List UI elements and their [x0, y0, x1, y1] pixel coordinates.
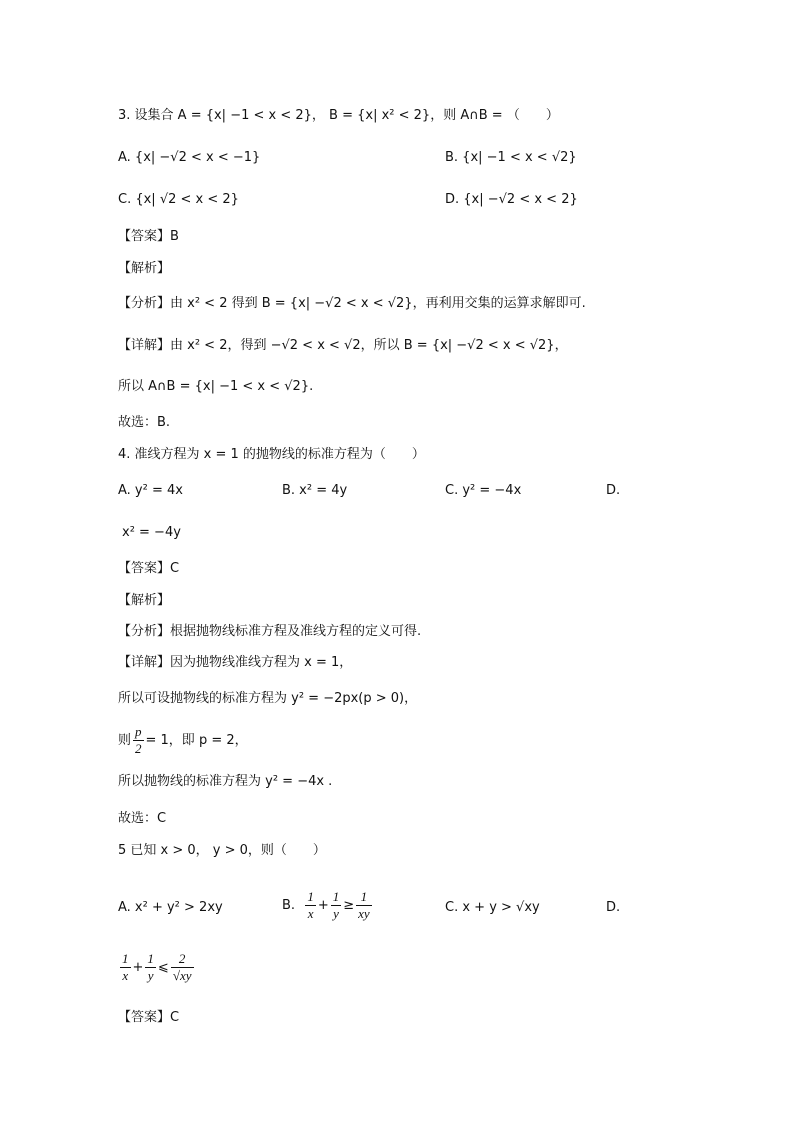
q4-step-2 — [118, 722, 248, 760]
q5-option-d-frac-2 — [145, 951, 156, 984]
q5-option-b-frac-2 — [331, 889, 342, 922]
q3-analysis: 【分析】由 x² < 2 得到 B = {x| −√2 < x < √2}，再利用交集的运算求解即可. — [118, 296, 586, 311]
q3-option-c: C. {x| √2 < x < 2} — [118, 192, 239, 207]
q3-option-b: B. {x| −1 < x < √2} — [445, 150, 577, 165]
q4-step-2-denominator: 2 — [135, 741, 142, 756]
q5-option-b: B. $\frac{1}{x}$ + $\frac{1}{y}$ ≥ $\frac{1}{xy}$ — [282, 889, 370, 921]
q3-result: 所以 A∩B = {x| −1 < x < √2}. — [118, 379, 314, 394]
q5-option-b-frac-3 — [356, 889, 372, 922]
q4-option-b: B. x² = 4y — [282, 483, 348, 498]
q3-option-a: A. {x| −√2 < x < −1} — [118, 150, 261, 165]
denominator: y — [333, 906, 339, 921]
q5-stem: 5 已知 x > 0， y > 0，则（ ） — [118, 843, 326, 858]
q3-detail: 【详解】由 x² < 2，得到 −√2 < x < √2，所以 B = {x| −√2 < x < √2}， — [118, 338, 568, 353]
denominator: y — [147, 968, 154, 983]
denominator: √xy — [172, 968, 192, 983]
q5-option-d-operator: ⩽ — [157, 960, 169, 975]
q4-step-3: 所以抛物线的标准方程为 y² = −4x . — [118, 774, 333, 789]
q4-option-a: A. y² = 4x — [118, 483, 183, 498]
q4-analysis: 【分析】根据抛物线标准方程及准线方程的定义可得. — [118, 624, 422, 639]
q3-analysis-header: 【解析】 — [118, 261, 171, 276]
numerator: 2 — [171, 951, 194, 968]
q4-analysis-header: 【解析】 — [118, 593, 171, 608]
numerator: 1 — [332, 889, 340, 904]
q5-answer: 【答案】C — [118, 1010, 180, 1025]
q5-option-b-frac-1 — [305, 889, 316, 922]
denominator: xy — [358, 906, 370, 921]
q4-stem: 4. 准线方程为 x = 1 的抛物线的标准方程为（ ） — [118, 447, 425, 462]
q4-option-d-content: x² = −4y — [122, 525, 181, 540]
q5-option-d-content: $\frac{1}{x}$ + $\frac{1}{y}$ ⩽ $\frac{2}{√xy}$ — [122, 951, 192, 983]
q5-option-a: A. x² + y² > 2xy — [118, 900, 223, 915]
q5-option-d-frac-3 — [171, 951, 194, 984]
q4-option-c: C. y² = −4x — [445, 483, 522, 498]
denominator: x — [122, 968, 129, 983]
numerator: 1 — [122, 951, 129, 966]
q3-stem: 3. 设集合 A = {x| −1 < x < 2}， B = {x| x² < 2}，则 A∩B = （ ） — [118, 108, 559, 123]
q5-option-d-frac-1 — [120, 951, 131, 984]
q4-step-2-prefix: 则 — [118, 733, 132, 748]
denominator: x — [307, 906, 314, 921]
q4-step-2-numerator: p — [135, 724, 142, 739]
q5-option-b-label: B. — [282, 898, 296, 913]
q4-detail: 【详解】因为抛物线准线方程为 x = 1， — [118, 655, 353, 670]
q4-step-2-fraction — [133, 724, 144, 757]
q5-option-d: D. — [606, 900, 621, 915]
q4-option-d: D. — [606, 483, 621, 498]
q3-option-d: D. {x| −√2 < x < 2} — [445, 192, 578, 207]
q4-answer: 【答案】C — [118, 561, 180, 576]
q5-option-b-operator: ≥ — [343, 898, 355, 913]
q4-choice: 故选：C — [118, 811, 167, 826]
numerator: 1 — [356, 889, 372, 906]
q5-option-c: C. x + y > √xy — [445, 900, 540, 915]
numerator: 1 — [147, 951, 154, 966]
q3-choice: 故选：B. — [118, 415, 171, 430]
q4-step-1: 所以可设抛物线的标准方程为 y² = −2px(p > 0)， — [118, 691, 418, 706]
numerator: 1 — [307, 889, 314, 904]
q4-step-2-suffix: = 1，即 p = 2， — [145, 733, 248, 748]
q3-answer: 【答案】B — [118, 229, 179, 244]
